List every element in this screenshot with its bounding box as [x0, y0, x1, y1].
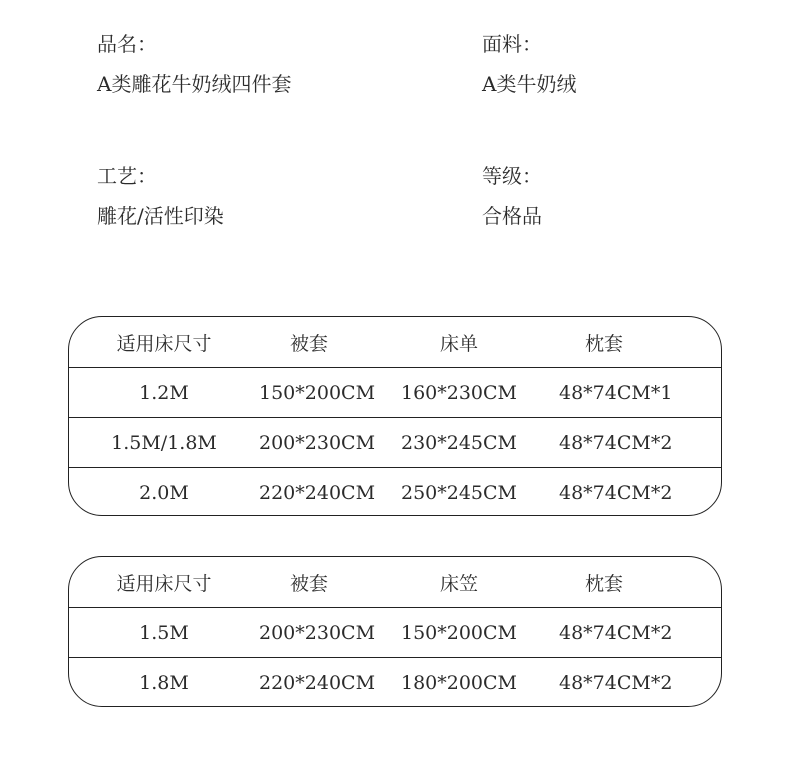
spec-value: A类牛奶绒 — [482, 72, 577, 96]
table-cell: 150*200CM — [259, 381, 376, 404]
spec-label: 面料： — [482, 32, 542, 56]
table-cell: 230*245CM — [400, 431, 518, 454]
table-cell: 48*74CM*2 — [559, 671, 673, 694]
header-cell: 适用床尺寸 — [116, 572, 212, 595]
table-row — [69, 367, 721, 417]
table-header-row — [69, 317, 721, 367]
table-cell: 1.2M — [139, 381, 189, 404]
size-table-flat-sheet — [68, 316, 722, 516]
table-row — [69, 467, 721, 516]
table-cell: 2.0M — [139, 481, 189, 504]
spec-grade — [482, 162, 542, 230]
table-cell: 200*230CM — [259, 621, 376, 644]
table-cell: 1.5M — [139, 621, 189, 644]
spec-product-name — [97, 30, 291, 98]
header-cell: 适用床尺寸 — [116, 332, 212, 355]
table-cell: 48*74CM*2 — [559, 431, 673, 454]
table-cell: 250*245CM — [400, 481, 518, 504]
table-cell: 180*200CM — [400, 671, 518, 694]
header-cell: 枕套 — [584, 332, 623, 355]
spec-value: 合格品 — [482, 204, 542, 228]
header-cell: 床笠 — [439, 572, 478, 595]
table-row — [69, 657, 721, 707]
table-header-row — [69, 557, 721, 607]
table-cell: 1.8M — [139, 671, 189, 694]
spec-label: 等级： — [482, 164, 542, 188]
spec-fabric — [482, 30, 576, 98]
header-cell: 被套 — [289, 332, 328, 355]
table-cell: 1.5M/1.8M — [111, 431, 217, 454]
spec-craft — [97, 162, 224, 230]
spec-value: 雕花/活性印染 — [97, 204, 224, 228]
size-table-fitted-sheet — [68, 556, 722, 707]
header-cell: 枕套 — [584, 572, 623, 595]
table-cell: 48*74CM*2 — [559, 621, 673, 644]
table-cell: 48*74CM*1 — [559, 381, 673, 404]
header-cell: 被套 — [289, 572, 328, 595]
table-cell: 160*230CM — [400, 381, 518, 404]
table-cell: 48*74CM*2 — [559, 481, 673, 504]
table-cell: 220*240CM — [259, 481, 376, 504]
spec-value: A类雕花牛奶绒四件套 — [97, 72, 292, 96]
spec-label: 品名： — [97, 32, 157, 56]
table-row — [69, 607, 721, 657]
spec-label: 工艺： — [97, 164, 157, 188]
table-cell: 220*240CM — [259, 671, 376, 694]
header-cell: 床单 — [439, 332, 478, 355]
table-cell: 150*200CM — [400, 621, 518, 644]
table-row — [69, 417, 721, 467]
table-cell: 200*230CM — [259, 431, 376, 454]
